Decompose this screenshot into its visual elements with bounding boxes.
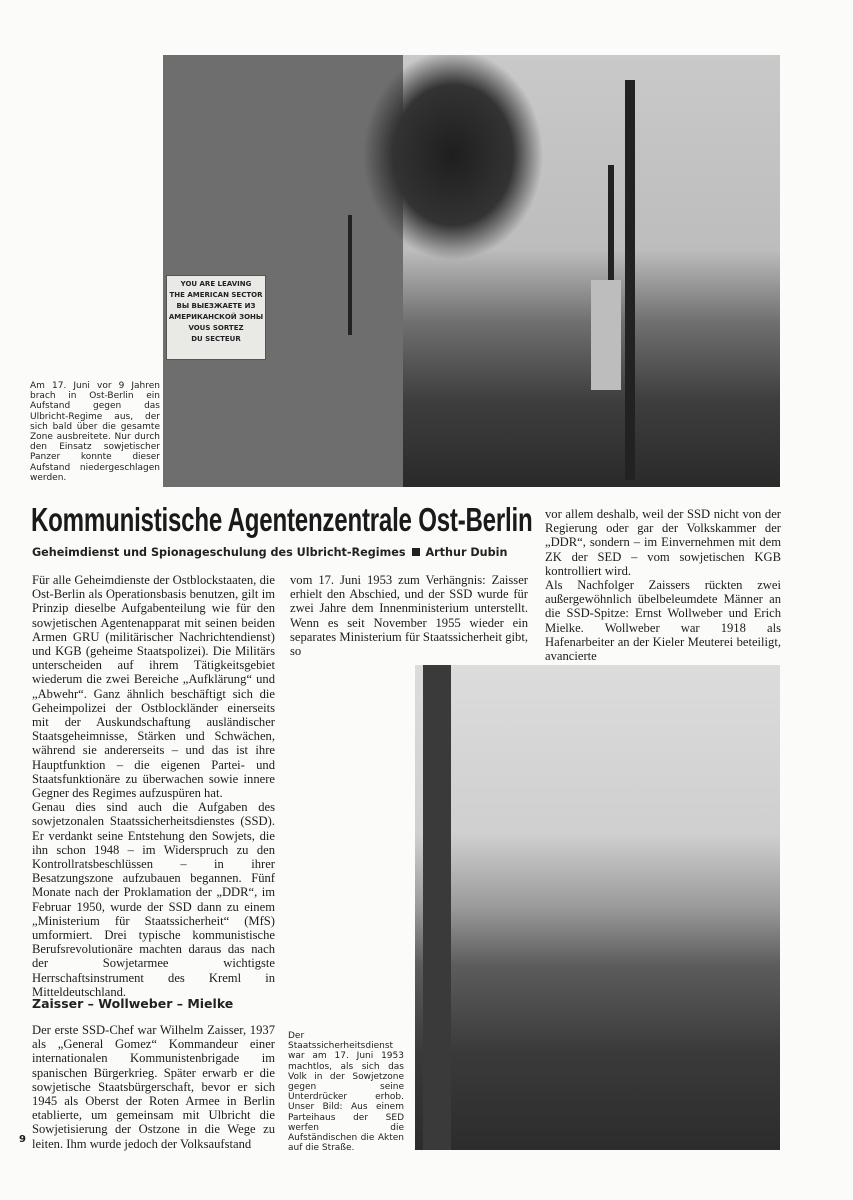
photo-pole: [625, 80, 635, 480]
article-subtitle: [32, 546, 507, 559]
sign-line: DU SECTEUR: [191, 335, 241, 343]
sign-line: АМЕРИКАНСКОЙ ЗОНЫ: [168, 313, 264, 321]
paragraph: vor allem deshalb, weil der SSD nicht von der Regierung oder gar der Volkskammer der „DDR“, sondern – im Einvernehmen mit dem ZK der SED – vom sowjetischen KGB kontrolliert wird.: [545, 507, 781, 578]
subtitle-text: Geheimdienst und Spionageschulung des Ulbricht-Regimes: [32, 546, 406, 559]
sign-line: VOUS SORTEZ: [188, 324, 244, 332]
paragraph: Der erste SSD-Chef war Wilhelm Zaisser, 1937 als „General Gomez“ Kommandeur einer internationalen Kommunistenbrigade im spanischen Bürgerkrieg. Später erwarb er die sowjetische Staatsbürgerschaft, bevor er sich 1945 als Oberst der Roten Armee in Berlin etablierte, um gemeinsam mit Ulbricht die Sowjetisierung der Ostzone in die Wege zu leiten. Ihm wurde jedoch der Volksaufstand: [32, 1023, 275, 1151]
author-name: Arthur Dubin: [425, 546, 508, 559]
section-heading: Zaisser – Wollweber – Mielke: [32, 996, 234, 1011]
paragraph: vom 17. Juni 1953 zum Verhängnis: Zaisser erhielt den Abschied, und der SSD wurde für zwei Jahre dem Innenministerium unterstellt. Wenn es seit November 1955 wieder ein separates Ministerium für Staatssicherheit gibt, so: [290, 573, 528, 659]
article-column-3: [545, 507, 781, 663]
sector-sign: [166, 275, 266, 360]
separator-square-icon: [412, 548, 420, 556]
sign-line: ВЫ ВЫЕЗЖАЕТЕ ИЗ: [176, 302, 256, 310]
page-number: 9: [19, 1134, 26, 1145]
article-column-1: [32, 573, 275, 999]
sign-line: YOU ARE LEAVING: [180, 280, 252, 288]
photo-uprising-crowd: [163, 55, 780, 487]
photo-files-thrown: [415, 665, 780, 1150]
advertising-column: [591, 280, 621, 390]
article-column-1-continued: [32, 1023, 275, 1151]
photo-caption-top: Am 17. Juni vor 9 Jahren brach in Ost-Berlin ein Aufstand gegen das Ulbricht-Regime aus, der sich bald über die gesamte Zone ausbreitete. Nur durch den Einsatz sowjetischer Panzer konnte dieser Aufstand niedergeschlagen werden.: [30, 381, 160, 483]
sign-line: THE AMERICAN SECTOR: [169, 291, 263, 299]
paragraph: Für alle Geheimdienste der Ostblockstaaten, die Ost-Berlin als Operationsbasis benutzen, gilt im Prinzip dieselbe Aufgabenteilung wie für den sowjetischen Agentenapparat mit seinen beiden Armen GRU (militärischer Nachrichtendienst) und KGB (geheime Staatspolizei). Die Militärs unterscheiden auf ihrem Tätigkeitsgebiet wiederum die zwei Bereiche „Aufklärung“ und „Abwehr“. Ganz ähnlich beschäftigt sich die Geheimpolizei der Ostblockländer einerseits mit der Auskundschaftung ausländischer Staatsgeheimnisse, Stärken und Schwächen, während sie andererseits – und das ist ihre Hauptfunktion – die eigenen Partei- und Staatsfunktionäre zu überwachen sowie innere Gegner des Regimes aufzuspüren hat.: [32, 573, 275, 801]
photo-pole: [348, 215, 352, 335]
paragraph: Als Nachfolger Zaissers rückten zwei außergewöhnlich übelbeleumdete Männer an die SSD-Spitze: Ernst Wollweber und Erich Mielke. Wollweber war 1918 als Hafenarbeiter an der Kieler Meuterei beteiligt, avancierte: [545, 578, 781, 664]
paragraph: Genau dies sind auch die Aufgaben des sowjetzonalen Staatssicherheitsdienstes (SSD). Er verdankt seine Entstehung den Sowjets, die ihn schon 1948 – im Widerspruch zu den Kontrollratsbeschlüssen – in ihrer Besatzungszone aufzubauen begannen. Fünf Monate nach der Proklamation der „DDR“, im Februar 1950, wurde der SSD dann zu einem „Ministerium für Staatssicherheit“ (MfS) umformiert. Drei typische kommunistische Berufsrevolutionäre machten daraus das nach der Sowjetarmee wichtigste Herrschaftsinstrument des Kreml in Mitteldeutschland.: [32, 800, 275, 999]
article-column-2: [290, 573, 528, 658]
photo-caption-bottom: Der Staatssicherheitsdienst war am 17. Juni 1953 machtlos, als sich das Volk in der Sowjetzone gegen seine Unterdrücker erhob. Unser Bild: Aus einem Parteihaus der SED werfen die Aufständischen die Akten auf die Straße.: [288, 1031, 404, 1154]
article-title: Kommunistische Agentenzentrale Ost-Berlin: [31, 501, 533, 538]
